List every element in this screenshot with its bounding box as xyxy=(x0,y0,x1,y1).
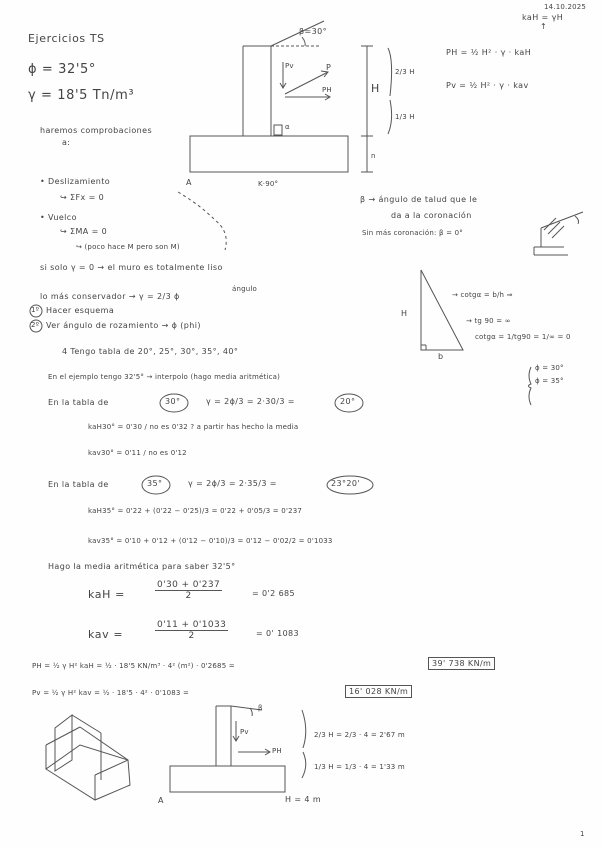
ph-formula: PH = ½ H² · γ · kaH xyxy=(446,48,532,57)
brace-phi-30: ϕ = 30° xyxy=(535,364,564,372)
step-1: Hacer esquema xyxy=(46,306,115,315)
h-label: H xyxy=(371,82,380,95)
mean-kah-denominator: 2 xyxy=(185,591,192,601)
mean-kah-numerator: 0'30 + 0'237 xyxy=(157,580,221,590)
one-third-calc: 1/3 H = 1/3 · 4 = 1'33 m xyxy=(314,763,405,771)
cot-note-1: → cotgα = b/h ⇒ xyxy=(452,291,513,299)
point-a-label: A xyxy=(186,178,192,187)
cot-note-3: cotgα = 1/tg90 = 1/∞ = 0 xyxy=(475,333,571,341)
mean-kav-result: = 0' 1083 xyxy=(256,629,300,638)
triangle-h: H xyxy=(401,309,408,318)
page-title: Ejercicios TS xyxy=(28,32,105,45)
mean-kah-lhs: kaH = xyxy=(88,588,125,601)
two-thirds-label: 2/3 H xyxy=(395,68,415,76)
wall-diagram-1 xyxy=(178,21,392,250)
phi-value: ϕ = 32'5° xyxy=(28,62,97,77)
table-35-gamma: γ = 2ϕ/3 = 2·35/3 = xyxy=(188,479,277,488)
table-35-angle: 35° xyxy=(147,479,163,488)
beta-note-1: β → ángulo de talud que le xyxy=(360,195,478,204)
n-label: n xyxy=(371,152,376,160)
smooth-wall-note: si solo γ = 0 → el muro es totalmente liso xyxy=(40,263,223,272)
mean-kav-numerator: 0'11 + 0'1033 xyxy=(157,620,227,630)
table-30-result: 20° xyxy=(340,397,356,406)
checks-intro-2: a: xyxy=(62,138,71,147)
slide-label: • Deslizamiento xyxy=(40,177,111,186)
mean-kah-result: = 0'2 685 xyxy=(252,589,296,598)
mean-kav-fraction xyxy=(155,620,228,641)
wall-diagram-2 xyxy=(170,706,306,792)
table-35-result: 23°20' xyxy=(331,479,360,488)
ph-result-equation: PH = ½ γ H² kaH = ½ · 18'5 KN/m³ · 4² (m²) · 0'2685 = xyxy=(32,662,235,670)
beta-note-2: da a la coronación xyxy=(391,211,472,220)
gamma-value: γ = 18'5 Tn/m³ xyxy=(28,88,135,103)
overturn-equation: ↪ ΣMA = 0 xyxy=(60,227,108,236)
mean-kav-denominator: 2 xyxy=(188,631,195,641)
kav-30: kav30° = 0'11 / no es 0'12 xyxy=(88,449,187,457)
date: 14.10.2025 xyxy=(544,3,587,11)
mean-kah-fraction xyxy=(155,580,222,601)
kav-35: kav35° = 0'10 + 0'12 + (0'12 − 0'10)/3 = 0'12 − 0'02/2 = 0'1033 xyxy=(88,537,333,545)
page-number: 1 xyxy=(580,830,585,838)
kah-30: kaH30° = 0'30 / no es 0'32 ? a partir has hecho la media xyxy=(88,423,299,431)
beta-note-3: Sin más coronación: β = 0° xyxy=(362,229,463,237)
mean-title: Hago la media aritmética para saber 32'5° xyxy=(48,562,236,571)
step-1-number: 1º xyxy=(31,306,40,314)
pv-formula: Pv = ½ H² · γ · kav xyxy=(446,81,529,90)
wall-3d-sketch xyxy=(46,715,130,800)
table-angles: 4 Tengo tabla de 20°, 25°, 30°, 35°, 40° xyxy=(62,347,239,356)
two-thirds-calc: 2/3 H = 2/3 · 4 = 2'67 m xyxy=(314,731,405,739)
one-third-label: 1/3 H xyxy=(395,113,415,121)
triangle-b: b xyxy=(438,352,444,361)
overturn-note: ↪ (poco hace M pero son M) xyxy=(76,243,180,251)
k-label: K·90° xyxy=(258,180,279,188)
cot-note-2: → tg 90 = ∞ xyxy=(466,317,511,325)
table-30-angle: 30° xyxy=(165,397,181,406)
brace-phi-35: ϕ = 35° xyxy=(535,377,564,385)
ph-label: PH xyxy=(322,86,332,94)
up-arrow: ↑ xyxy=(540,22,548,31)
beta-label-2: β xyxy=(258,704,263,712)
kah-equation: kaH = γH xyxy=(522,13,564,22)
mean-kav-lhs: kav = xyxy=(88,628,124,641)
pv-result-equation: Pv = ½ γ H² kav = ½ · 18'5 · 4² · 0'1083 = xyxy=(32,689,190,697)
triangle-sketch xyxy=(421,270,463,350)
beta-sketch xyxy=(534,212,583,255)
table-30-lead: En la tabla de xyxy=(48,398,109,407)
example-interpolate: En el ejemplo tengo 32'5° → interpolo (hago media aritmética) xyxy=(48,373,281,381)
table-30-gamma: γ = 2ϕ/3 = 2·30/3 = xyxy=(206,397,295,406)
wall-height: H = 4 m xyxy=(285,795,322,804)
ph-label-2: PH xyxy=(272,747,282,755)
table-35-lead: En la tabla de xyxy=(48,480,109,489)
slide-equation: ↪ ΣFx = 0 xyxy=(60,193,105,202)
kah-35: kaH35° = 0'22 + (0'22 − 0'25)/3 = 0'22 + 0'05/3 = 0'237 xyxy=(88,507,303,515)
conservative-note: lo más conservador → γ = 2/3 ϕ xyxy=(40,292,180,301)
ph-result-value: 39' 738 KN/m xyxy=(428,657,495,670)
step-2-number: 2º xyxy=(31,321,40,329)
alpha-label: α xyxy=(285,123,290,131)
checks-intro: haremos comprobaciones xyxy=(40,126,153,135)
step-2: Ver ángulo de rozamiento → ϕ (phi) xyxy=(46,321,201,330)
point-a-label-2: A xyxy=(158,796,164,805)
pv-result-value: 16' 028 KN/m xyxy=(345,685,412,698)
p-label: P xyxy=(326,63,332,72)
conservative-sup: ángulo xyxy=(232,285,258,293)
overturn-label: • Vuelco xyxy=(40,213,77,222)
pv-label-2: Pv xyxy=(240,728,249,736)
beta-label: β=30° xyxy=(299,27,327,36)
pv-label: Pv xyxy=(285,62,294,70)
